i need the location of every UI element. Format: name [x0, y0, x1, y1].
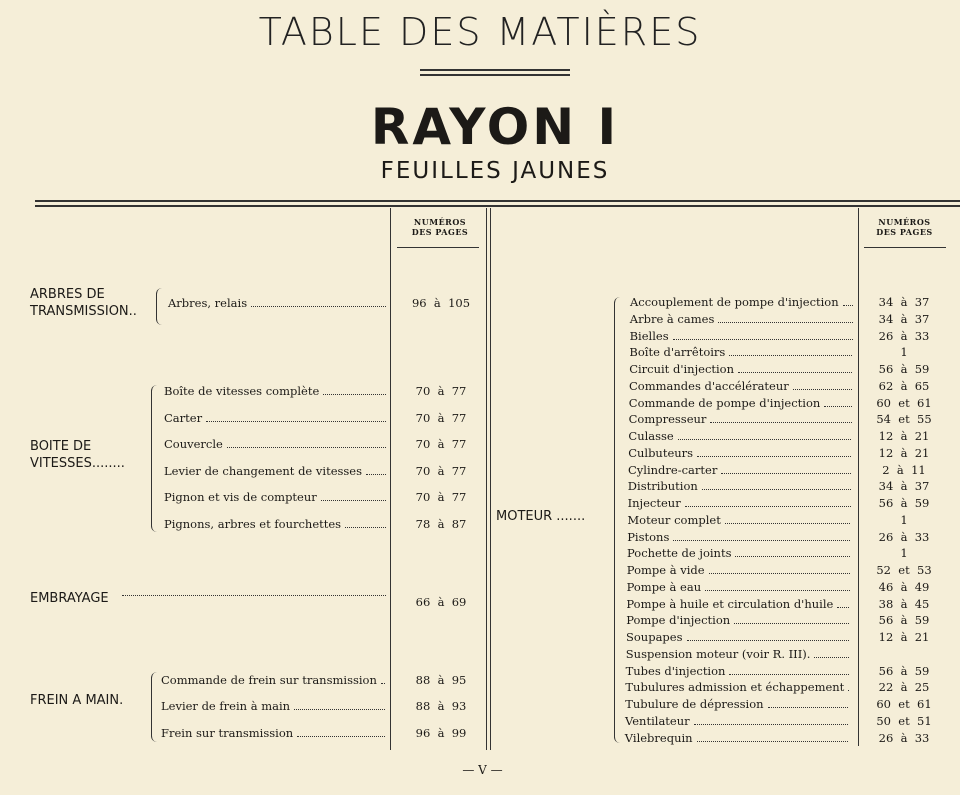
page-range: 26 à 33 — [878, 328, 930, 343]
toc-entry — [626, 647, 851, 663]
section-label-line: ARBRES DE — [30, 287, 105, 302]
toc-entry — [625, 714, 850, 730]
section-label — [30, 692, 123, 709]
dot-leader — [697, 741, 848, 742]
entry-title: Commande de pompe d'injection — [628, 395, 821, 410]
toc-entry — [627, 530, 852, 546]
toc-entry — [626, 630, 851, 646]
entry-title: Arbres, relais — [168, 296, 248, 310]
divider — [35, 205, 960, 207]
toc-entry — [627, 563, 852, 579]
page-range: 70 à 77 — [415, 384, 467, 398]
dot-leader — [709, 573, 850, 574]
page-range: 1 — [900, 546, 908, 561]
dot-leader — [673, 339, 853, 340]
entry-title: Bielles — [629, 328, 669, 343]
entry-title: Commandes d'accélérateur — [629, 378, 789, 393]
dot-leader — [768, 707, 849, 708]
toc-entry — [627, 546, 852, 562]
page-range: 50 et 51 — [876, 713, 932, 728]
divider — [864, 247, 946, 248]
entry-title: Accouplement de pompe d'injection — [630, 295, 839, 309]
entry-title: Levier de changement de vitesses — [164, 464, 363, 478]
entry-title: Frein sur transmission — [161, 726, 294, 740]
entry-title: Cylindre-carter — [628, 462, 718, 477]
toc-entry — [161, 699, 387, 715]
entry-title: Tubulures admission et échappement — [625, 680, 845, 695]
toc-entry — [629, 412, 854, 428]
entry-title: Boîte d'arrêtoirs — [629, 345, 726, 360]
entry-title: Vilebrequin — [624, 730, 693, 745]
dot-leader — [227, 447, 386, 448]
entry-title: Pochette de joints — [627, 546, 732, 561]
dot-leader — [735, 556, 850, 557]
toc-entry — [628, 429, 853, 445]
entry-title: Soupapes — [626, 630, 683, 644]
dot-leader — [729, 674, 848, 675]
toc-entry — [164, 437, 388, 453]
entry-title: Commande de frein sur transmission — [161, 673, 377, 687]
dot-leader — [297, 736, 385, 737]
toc-entry — [625, 731, 850, 747]
entry-title: Culbuteurs — [628, 445, 694, 460]
page-range: 12 à 21 — [878, 445, 930, 460]
dot-leader — [366, 474, 386, 475]
dot-leader — [814, 657, 848, 658]
page-range: 12 à 21 — [878, 429, 930, 443]
page-range: 62 à 65 — [878, 378, 930, 393]
dot-leader — [694, 724, 848, 725]
toc-entry — [628, 479, 853, 495]
page-range: 12 à 21 — [878, 630, 930, 644]
dot-leader — [843, 305, 853, 306]
header-line: DES PAGES — [876, 227, 933, 237]
entry-title: Tubulure de dépression — [625, 697, 764, 711]
toc-entry — [629, 345, 854, 361]
dot-leader — [710, 422, 851, 423]
toc-entry — [627, 513, 852, 529]
page-range: 70 à 77 — [415, 490, 467, 504]
dot-leader — [685, 506, 851, 507]
page-range: 88 à 95 — [415, 673, 467, 687]
toc-entry — [626, 597, 851, 613]
page-range: 66 à 69 — [415, 595, 467, 609]
brace — [151, 672, 157, 742]
section-label: MOTEUR ....... — [496, 509, 586, 524]
toc-entry — [629, 396, 854, 412]
page-range: 52 et 53 — [876, 563, 932, 577]
entry-title: Pompe à huile et circulation d'huile — [626, 596, 834, 611]
page-title: TABLE DES MATIÈRES — [258, 10, 702, 54]
entry-title: Pignon et vis de compteur — [164, 490, 317, 504]
page-range: 96 à 99 — [415, 726, 467, 740]
toc-entry — [627, 580, 852, 596]
page-range: 34 à 37 — [878, 295, 930, 309]
section-label-line: EMBRAYAGE — [30, 591, 109, 606]
dot-leader — [725, 523, 851, 524]
divider — [420, 74, 570, 76]
entry-title: Levier de frein à main — [161, 699, 291, 713]
entry-title: Compresseur — [628, 412, 707, 427]
entry-title: Tubes d'injection — [625, 663, 726, 678]
dot-leader — [321, 500, 386, 501]
page-range: 56 à 59 — [878, 663, 930, 678]
dot-leader — [673, 540, 850, 541]
entry-title: Ventilateur — [625, 713, 690, 728]
dot-leader — [206, 421, 386, 422]
toc-entry — [628, 463, 853, 479]
toc-entry — [164, 464, 388, 480]
column-rule — [490, 208, 491, 750]
page-range: 22 à 25 — [878, 680, 930, 695]
divider — [397, 247, 479, 248]
section-label — [30, 590, 109, 607]
toc-entry — [629, 362, 854, 378]
page-range: 70 à 77 — [415, 464, 467, 478]
dot-leader — [734, 623, 849, 624]
pages-column-header — [395, 217, 485, 237]
toc-entry — [164, 490, 388, 506]
column-rule — [486, 208, 487, 750]
brace — [156, 288, 162, 325]
page-range: 2 à 11 — [882, 462, 926, 477]
page-range: 34 à 37 — [878, 479, 930, 494]
section-label-line: FREIN A MAIN. — [30, 693, 124, 708]
page-range: 26 à 33 — [878, 529, 930, 544]
entry-title: Couvercle — [164, 437, 223, 451]
dot-leader — [122, 595, 386, 596]
page-range: 34 à 37 — [878, 311, 930, 326]
dot-leader — [824, 406, 851, 407]
page-range: 56 à 59 — [878, 613, 930, 628]
toc-entry — [164, 384, 388, 400]
page-range: 96 à 105 — [411, 296, 471, 310]
toc-entry — [161, 673, 387, 689]
entry-title: Boîte de vitesses complète — [164, 384, 320, 398]
dot-leader — [687, 640, 850, 641]
page-range: 60 et 61 — [876, 395, 932, 410]
column-rule — [390, 208, 391, 750]
section-label — [30, 438, 125, 472]
toc-entry — [626, 613, 851, 629]
section-label-line: TRANSMISSION.. — [30, 304, 137, 319]
page-range: 60 et 61 — [876, 697, 932, 711]
page-range: 70 à 77 — [415, 437, 467, 451]
toc-entry — [629, 379, 854, 395]
entry-title: Distribution — [627, 479, 698, 494]
header-line: DES PAGES — [411, 227, 469, 237]
toc-entry — [164, 411, 388, 427]
page-range: 54 et 55 — [876, 412, 932, 427]
entry-title: Suspension moteur (voir R. III). — [625, 646, 811, 661]
dot-leader — [697, 456, 851, 457]
brace — [151, 385, 157, 532]
toc-entry — [626, 664, 851, 680]
page-number: — V — — [462, 763, 503, 777]
dot-leader — [702, 489, 851, 490]
page-range: 46 à 49 — [878, 579, 930, 594]
page-range: 1 — [900, 512, 908, 527]
dot-leader — [837, 607, 849, 608]
dot-leader — [381, 683, 385, 684]
column-rule — [858, 208, 859, 746]
page-range: 56 à 59 — [878, 362, 930, 376]
entry-title: Injecteur — [627, 496, 681, 510]
header-line: NUMÉROS — [413, 217, 467, 227]
toc-entry — [161, 726, 387, 742]
page-range: 1 — [900, 345, 908, 360]
page-range: 26 à 33 — [878, 730, 930, 745]
entry-title: Pompe à eau — [626, 579, 702, 594]
toc-entry — [630, 329, 855, 345]
header-line: NUMÉROS — [878, 217, 931, 227]
brace — [614, 297, 620, 743]
dot-leader — [323, 394, 386, 395]
section-label — [30, 286, 137, 320]
entry-title: Pistons — [627, 529, 670, 544]
entry-title: Culasse — [628, 429, 674, 443]
toc-entry — [630, 312, 855, 328]
section-subtitle: FEUILLES JAUNES — [380, 158, 610, 184]
dot-leader — [793, 389, 852, 390]
dot-leader — [721, 473, 851, 474]
page-range: 56 à 59 — [878, 496, 930, 510]
section-title: RAYON I — [370, 98, 620, 156]
dot-leader — [718, 322, 852, 323]
toc-entry — [118, 595, 388, 611]
toc-entry — [625, 680, 850, 696]
toc-entry — [630, 295, 855, 311]
dot-leader — [251, 306, 386, 307]
page-range: 38 à 45 — [878, 596, 930, 611]
page-range: 70 à 77 — [415, 411, 467, 425]
pages-column-header — [862, 217, 947, 237]
entry-title: Arbre à cames — [629, 311, 715, 326]
entry-title: Circuit d'injection — [629, 362, 735, 376]
dot-leader — [705, 590, 849, 591]
page-range: 88 à 93 — [415, 699, 467, 713]
section-label-line: BOITE DE — [30, 439, 92, 454]
divider — [420, 69, 570, 71]
entry-title: Pompe à vide — [626, 563, 705, 577]
dot-leader — [678, 439, 852, 440]
dot-leader — [738, 372, 852, 373]
page-range: 78 à 87 — [415, 517, 467, 531]
dot-leader — [294, 709, 385, 710]
toc-entry — [625, 697, 850, 713]
dot-leader — [729, 355, 852, 356]
toc-entry — [628, 446, 853, 462]
toc-entry — [168, 296, 388, 312]
dot-leader — [345, 527, 386, 528]
entry-title: Pignons, arbres et fourchettes — [164, 517, 342, 531]
entry-title: Pompe d'injection — [626, 613, 731, 628]
entry-title: Moteur complet — [627, 512, 721, 527]
section-label-line: VITESSES........ — [30, 456, 125, 471]
toc-entry — [628, 496, 853, 512]
entry-title: Carter — [164, 411, 203, 425]
toc-entry — [164, 517, 388, 533]
divider — [35, 200, 960, 202]
